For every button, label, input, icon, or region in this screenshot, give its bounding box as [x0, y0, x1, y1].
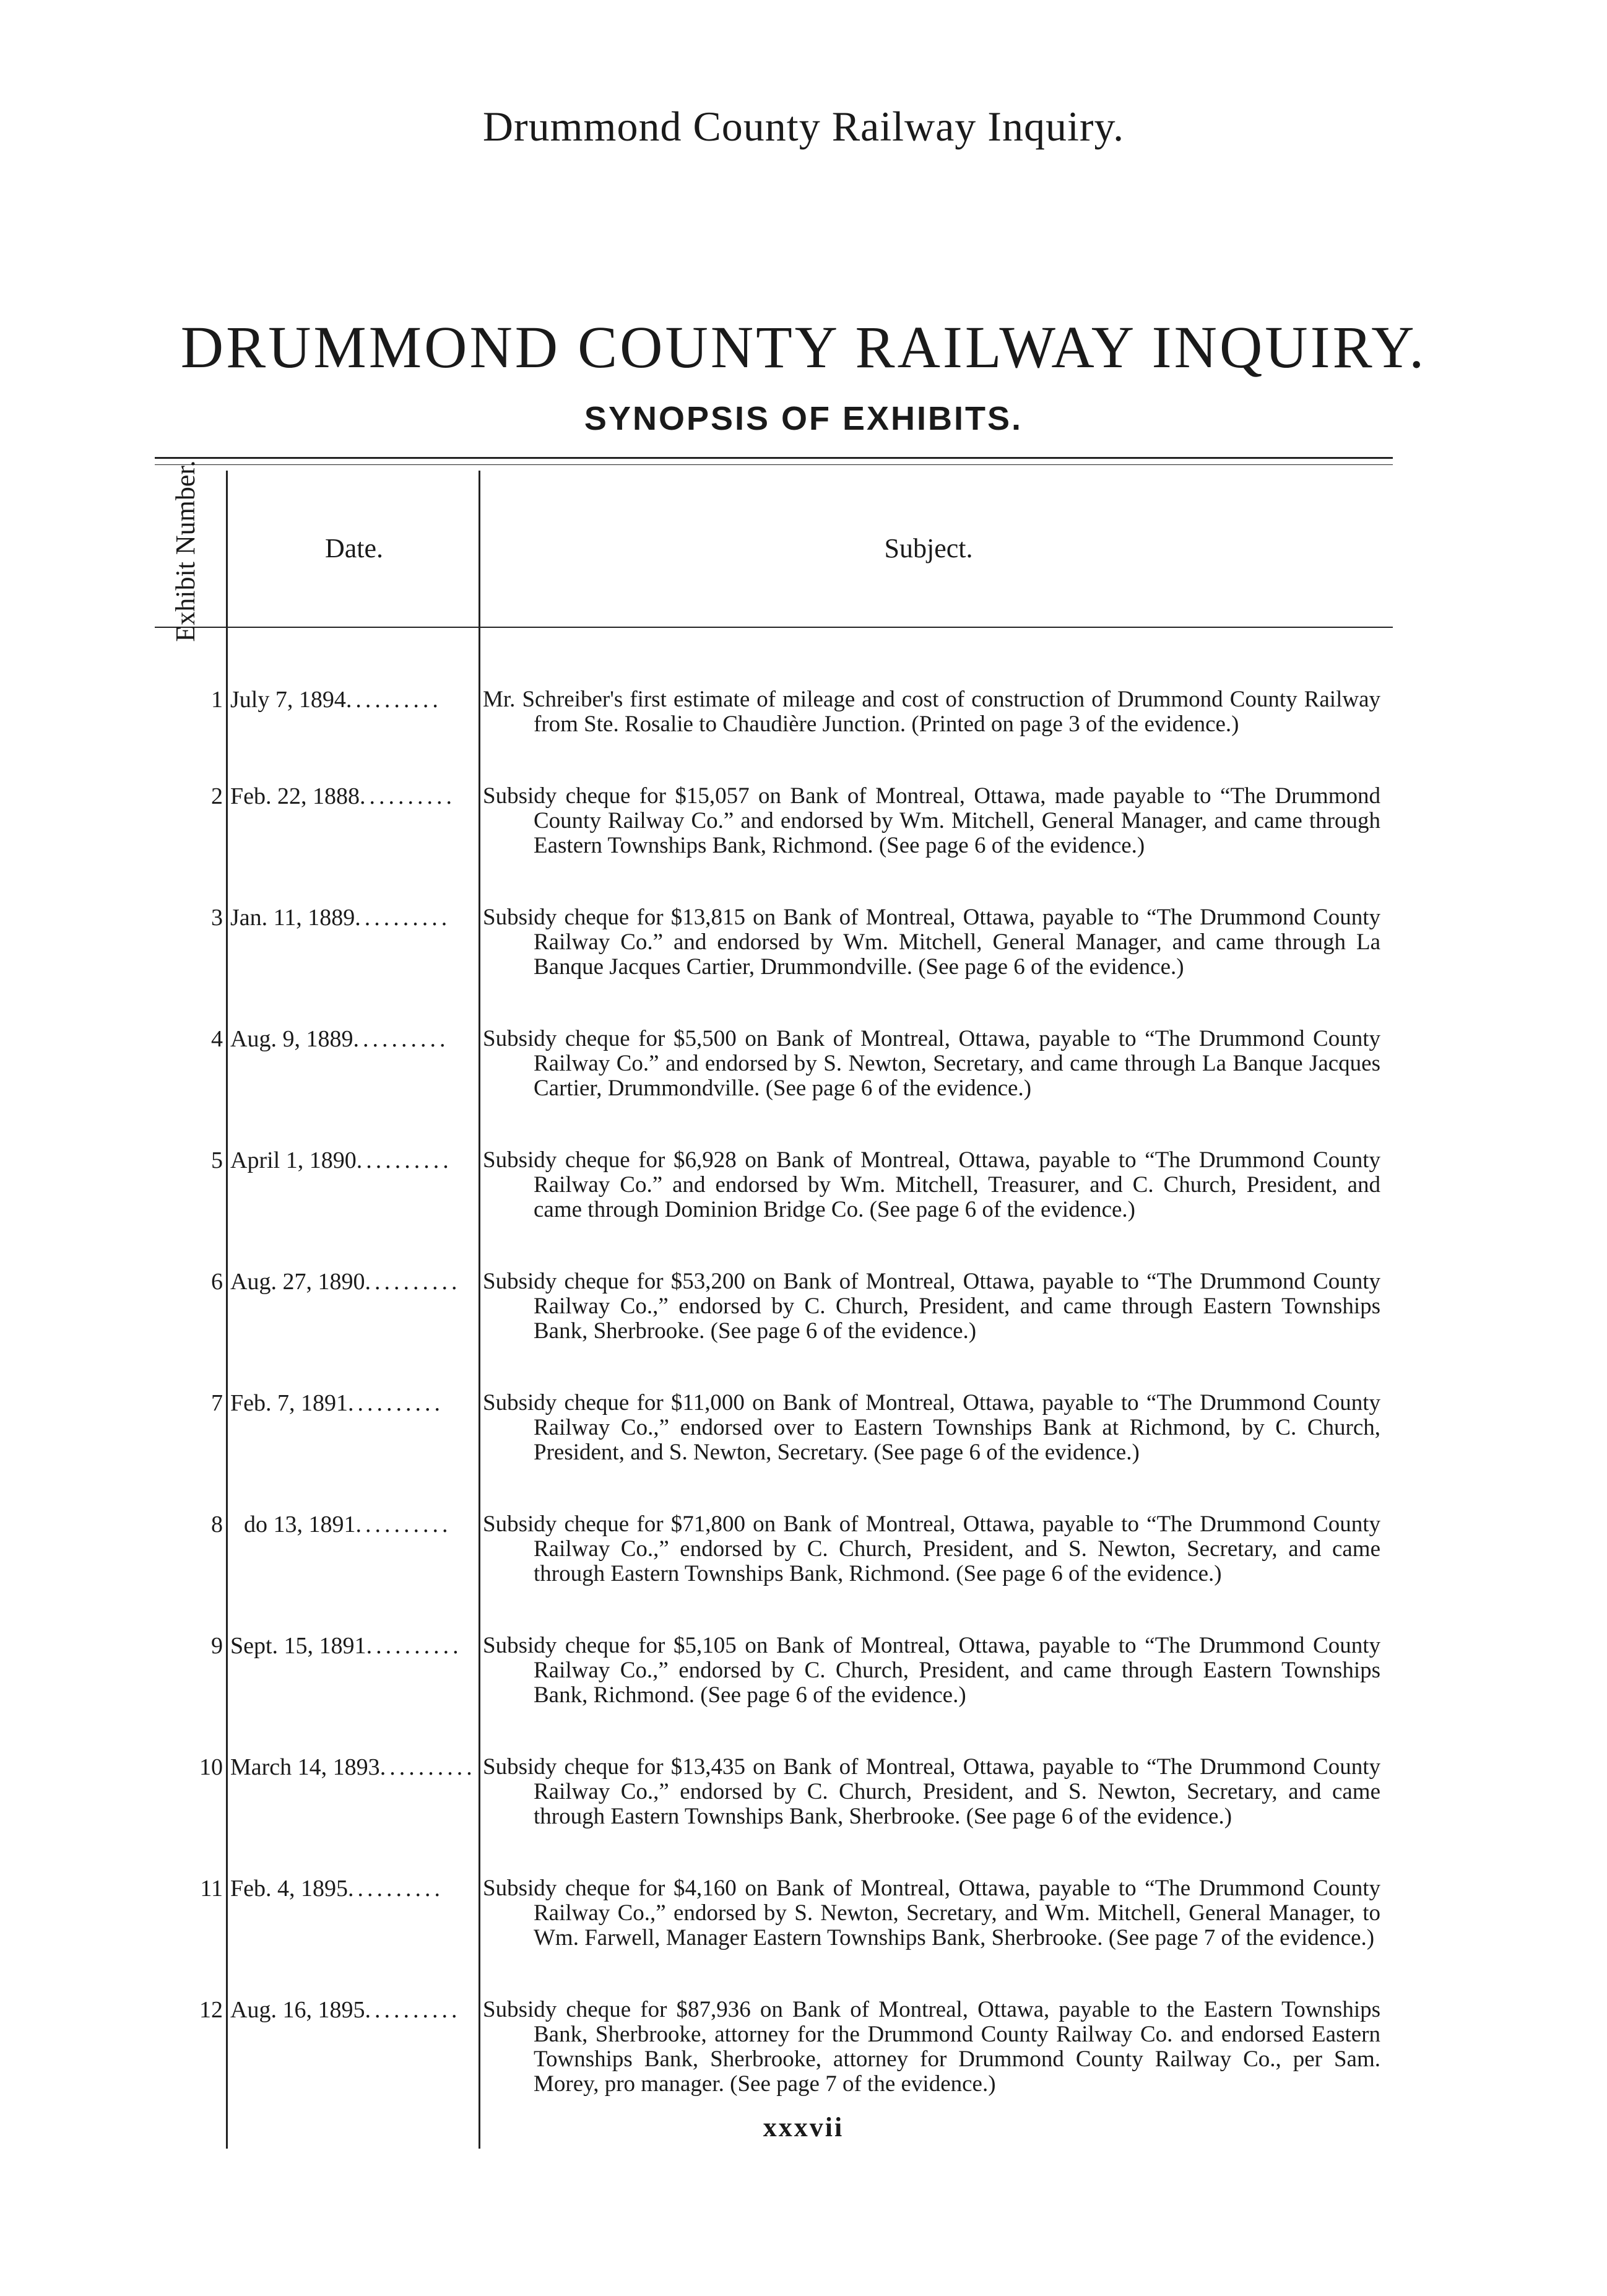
exhibit-date: Jan. 11, 1889.......... — [230, 905, 451, 930]
column-header-exhibit-number-label: Exhibit Number. — [170, 460, 201, 642]
exhibit-subject: Subsidy cheque for $6,928 on Bank of Montreal, Ottawa, payable to “The Drummond County Railway Co.” and endorsed by Wm. Mitchell, Treasurer, and C. Church, President, and came through Dominion Bridge Co. (See page 6 of the evidence.) — [483, 1147, 1380, 1222]
exhibit-date: Aug. 27, 1890.......... — [230, 1269, 461, 1294]
exhibit-subject: Subsidy cheque for $4,160 on Bank of Montreal, Ottawa, payable to “The Drummond County Railway Co.,” endorsed by S. Newton, Secretary, and Wm. Mitchell, General Manager, to Wm. Farwell, Manager Eastern Townships Bank, Sherbrooke. (See page 7 of the evidence.) — [483, 1876, 1380, 1950]
exhibit-number: 10 — [199, 1754, 223, 1780]
column-divider-number — [226, 471, 228, 2149]
exhibit-subject: Subsidy cheque for $13,435 on Bank of Montreal, Ottawa, payable to “The Drummond County Railway Co.,” endorsed by C. Church, President, and S. Newton, Secretary, and came through Eastern Townships Bank, Sherbrooke. (See page 6 of the evidence.) — [483, 1754, 1380, 1829]
exhibit-date: April 1, 1890.......... — [230, 1148, 453, 1173]
column-header-subject: Subject. — [884, 533, 973, 563]
header-rule-bottom — [155, 627, 1393, 628]
exhibit-subject: Subsidy cheque for $5,500 on Bank of Montreal, Ottawa, payable to “The Drummond County Railway Co.” and endorsed by S. Newton, Secretary, and came through La Banque Jacques Cartier, Drummondville. (See page 6 of the evidence.) — [483, 1026, 1380, 1101]
exhibit-number: 12 — [199, 1997, 223, 2023]
page-title: DRUMMOND COUNTY RAILWAY INQUIRY. — [180, 314, 1427, 380]
exhibit-date: Aug. 16, 1895.......... — [230, 1998, 461, 2022]
exhibit-subject: Subsidy cheque for $11,000 on Bank of Montreal, Ottawa, payable to “The Drummond County Railway Co.,” endorsed over to Eastern Townships Bank at Richmond, by C. Church, President, and S. Newton, Secretary. (See page 6 of the evidence.) — [483, 1390, 1380, 1465]
exhibit-number: 3 — [211, 905, 223, 931]
exhibit-number: 5 — [211, 1147, 223, 1173]
exhibit-date: do 13, 1891.......... — [244, 1512, 452, 1537]
column-header-exhibit-number — [142, 460, 229, 642]
exhibit-number: 7 — [211, 1390, 223, 1416]
page-number: xxxvii — [763, 2112, 844, 2142]
exhibit-subject: Mr. Schreiber's first estimate of mileage and cost of construction of Drummond County Railway from Ste. Rosalie to Chaudière Junction. (Printed on page 3 of the evidence.) — [483, 687, 1380, 737]
exhibit-number: 9 — [211, 1633, 223, 1659]
exhibit-subject: Subsidy cheque for $13,815 on Bank of Montreal, Ottawa, payable to “The Drummond County Railway Co.” and endorsed by Wm. Mitchell, General Manager, and came through La Banque Jacques Cartier, Drummondville. (See page 6 of the evidence.) — [483, 905, 1380, 980]
page-subtitle: SYNOPSIS OF EXHIBITS. — [584, 400, 1023, 437]
header-rule-top-thin — [155, 464, 1393, 465]
exhibit-subject: Subsidy cheque for $5,105 on Bank of Montreal, Ottawa, payable to “The Drummond County Railway Co.,” endorsed by C. Church, President, and came through Eastern Townships Bank, Richmond. (See page 6 of the evidence.) — [483, 1633, 1380, 1708]
exhibit-number: 6 — [211, 1269, 223, 1295]
exhibit-number: 4 — [211, 1026, 223, 1052]
column-divider-date — [479, 471, 480, 2149]
exhibit-subject: Subsidy cheque for $71,800 on Bank of Montreal, Ottawa, payable to “The Drummond County Railway Co.,” endorsed by C. Church, President, and S. Newton, Secretary, and came through Eastern Townships Bank, Richmond. (See page 6 of the evidence.) — [483, 1511, 1380, 1586]
exhibit-date: March 14, 1893.......... — [230, 1755, 476, 1780]
header-rule-top — [155, 457, 1393, 459]
column-header-date: Date. — [324, 533, 384, 563]
exhibit-date: July 7, 1894.......... — [230, 687, 442, 712]
exhibit-date: Feb. 7, 1891.......... — [230, 1391, 444, 1415]
running-head: Drummond County Railway Inquiry. — [482, 103, 1125, 150]
exhibit-date: Feb. 22, 1888.......... — [230, 784, 456, 809]
exhibit-number: 1 — [211, 687, 223, 713]
exhibit-date: Feb. 4, 1895.......... — [230, 1876, 444, 1901]
exhibit-number: 2 — [211, 783, 223, 809]
exhibit-subject: Subsidy cheque for $15,057 on Bank of Montreal, Ottawa, made payable to “The Drummond County Railway Co.” and endorsed by Wm. Mitchell, General Manager, and came through Eastern Townships Bank, Richmond. (See page 6 of the evidence.) — [483, 783, 1380, 858]
exhibit-subject: Subsidy cheque for $87,936 on Bank of Montreal, Ottawa, payable to the Eastern Townships Bank, Sherbrooke, attorney for the Drummond County Railway Co. and endorsed Eastern Townships Bank, Sherbrooke, attorney for Drummond County Railway Co., per Sam. Morey, pro manager. (See page 7 of the evidence.) — [483, 1997, 1380, 2097]
exhibit-subject: Subsidy cheque for $53,200 on Bank of Montreal, Ottawa, payable to “The Drummond County Railway Co.,” endorsed by C. Church, President, and came through Eastern Townships Bank, Sherbrooke. (See page 6 of the evidence.) — [483, 1269, 1380, 1344]
exhibit-number: 8 — [211, 1511, 223, 1537]
exhibit-date: Sept. 15, 1891.......... — [230, 1633, 462, 1658]
exhibit-number: 11 — [200, 1876, 223, 1902]
exhibit-date: Aug. 9, 1889.......... — [230, 1027, 449, 1051]
